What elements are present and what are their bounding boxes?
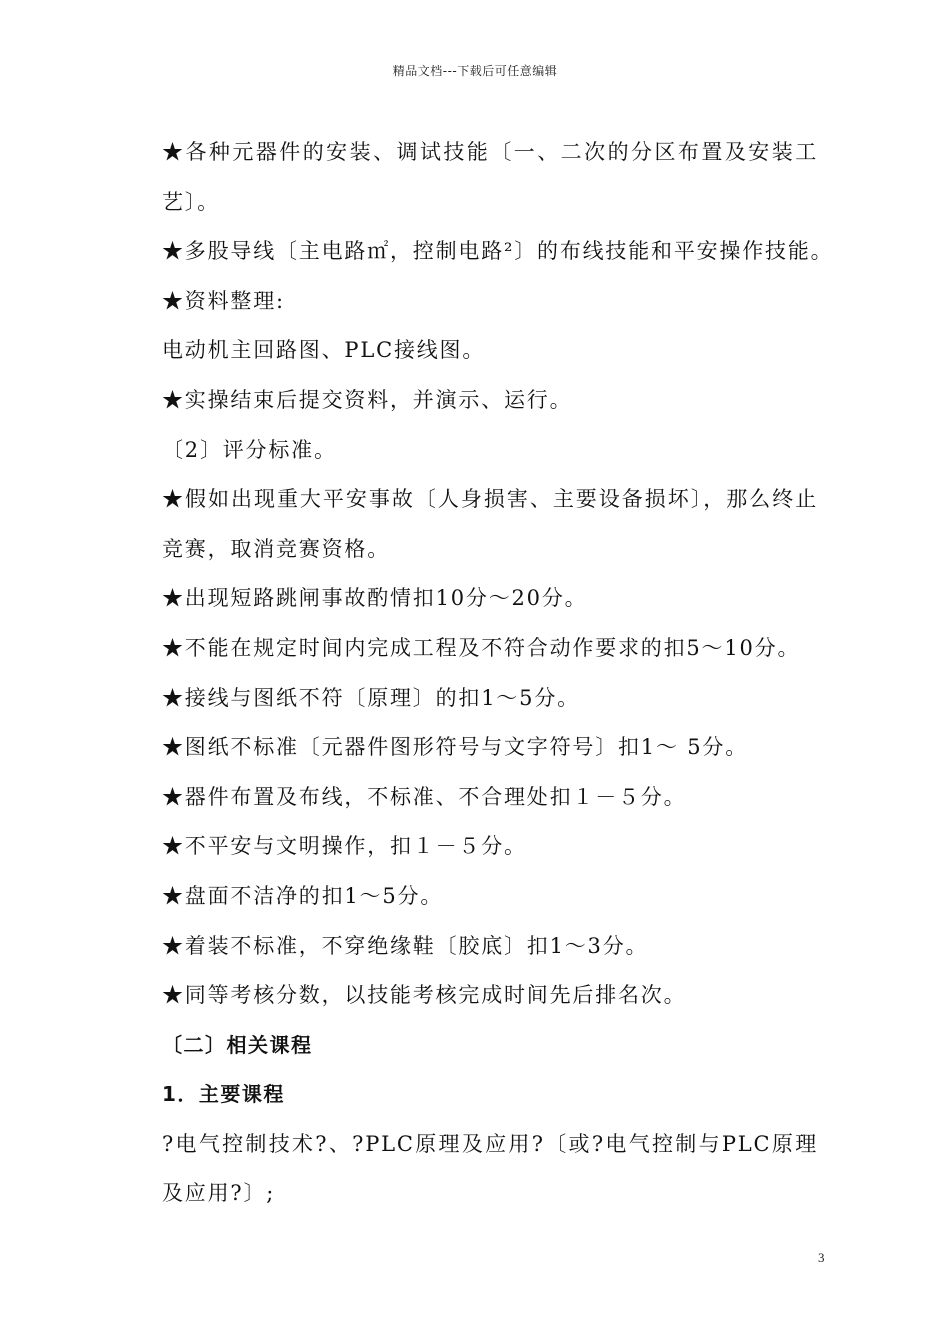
subsection-heading: 1．主要课程	[162, 1082, 285, 1107]
paragraph-safety-accident: ★假如出现重大平安事故〔人身损害、主要设备损坏〕，那么终止竞赛，取消竞赛资格。	[162, 487, 818, 561]
paragraph-safe-operation: ★不平安与文明操作，扣１－５分。	[162, 834, 527, 859]
paragraph-drawing-standard: ★图纸不标准〔元器件图形符号与文字符号〕扣1～ 5分。	[162, 735, 748, 760]
document-header: 精品文档---下载后可任意编辑	[392, 64, 558, 78]
section-heading: 〔二〕相关课程	[162, 1032, 313, 1057]
paragraph-wiring-mismatch: ★接线与图纸不符〔原理〕的扣1～5分。	[162, 685, 580, 710]
paragraph-submission: ★实操结束后提交资料，并演示、运行。	[162, 387, 573, 412]
paragraph-panel-clean: ★盘面不洁净的扣1～5分。	[162, 883, 444, 908]
paragraph-ranking: ★同等考核分数，以技能考核完成时间先后排名次。	[162, 983, 687, 1008]
paragraph-scoring-standard: 〔2〕评分标准。	[162, 437, 337, 462]
paragraph-installation-skills: ★各种元器件的安装、调试技能〔一、二次的分区布置及安装工艺〕。	[162, 140, 818, 214]
paragraph-layout-standard: ★器件布置及布线，不标准、不合理处扣１－５分。	[162, 784, 687, 809]
paragraph-documentation: ★资料整理:	[162, 288, 285, 313]
document-body	[118, 128, 834, 1219]
paragraph-attire: ★着装不标准，不穿绝缘鞋〔胶底〕扣1～3分。	[162, 933, 649, 958]
paragraph-courses: ?电气控制技术?、?PLC原理及应用?〔或?电气控制与PLC原理及应用?〕;	[162, 1131, 818, 1206]
paragraph-diagrams: 电动机主回路图、PLC接线图。	[162, 338, 486, 363]
paragraph-short-circuit: ★出现短路跳闸事故酌情扣10分～20分。	[162, 586, 588, 611]
paragraph-wiring-skills: ★多股导线〔主电路㎡，控制电路²〕的布线技能和平安操作技能。	[162, 239, 834, 264]
page-number: 3	[818, 1250, 825, 1265]
paragraph-time-limit: ★不能在规定时间内完成工程及不符合动作要求的扣5～10分。	[162, 635, 801, 660]
